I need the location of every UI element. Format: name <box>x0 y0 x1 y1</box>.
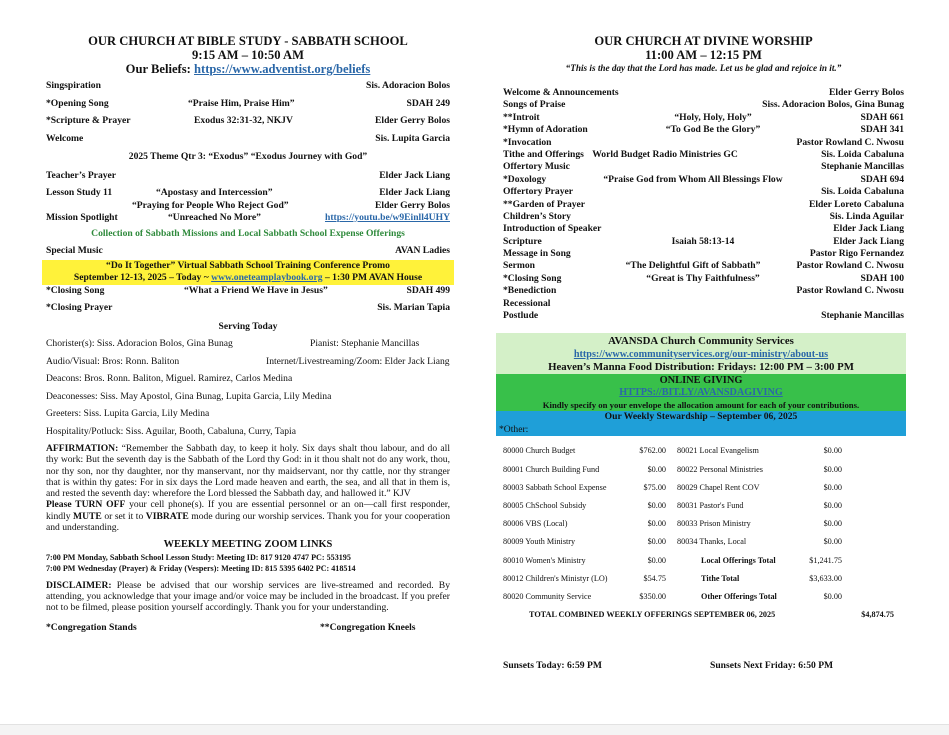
giving-note-row <box>496 399 906 411</box>
other-label: *Other: <box>499 424 529 436</box>
worship-row <box>503 186 904 198</box>
worship-person: SDAH 661 <box>860 111 904 123</box>
fund-name: Tithe Total <box>701 573 740 583</box>
fund-amount: $0.00 <box>647 500 666 510</box>
worship-person: Siss. Adoracion Bolos, Gina Bunag <box>762 99 904 111</box>
sabbath-school-title: OUR CHURCH AT BIBLE STUDY - SABBATH SCHOOL <box>88 34 408 48</box>
worship-person: Elder Jack Liang <box>833 223 904 235</box>
program-title: “Unreached No More” <box>168 212 261 223</box>
promo-title: “Do It Together” Virtual Sabbath School Training Conference Promo <box>106 259 390 271</box>
mission-video-link[interactable]: https://youtu.be/w9Einll4UHY <box>324 212 450 223</box>
fund-amount: $0.00 <box>823 500 842 510</box>
fund-amount: $54.75 <box>643 573 666 583</box>
serving-row <box>46 423 450 441</box>
fund-name: 80020 Community Service <box>503 591 592 601</box>
worship-title: Isaiah 58:13-14 <box>671 235 735 247</box>
page-bottom-edge <box>0 724 949 735</box>
fund-name: Local Offerings Total <box>701 555 776 565</box>
zoom-monday: 7:00 PM Monday, Sabbath School Lesson Study: Meeting ID: 817 9120 4747 PC: 553195 <box>46 552 351 562</box>
worship-person: Elder Loreto Cabaluna <box>808 198 904 210</box>
collection-text: Collection of Sabbath Missions and Local Sabbath School Expense Offerings <box>91 227 405 239</box>
fund-amount: $0.00 <box>647 464 666 474</box>
stewardship-title: Our Weekly Stewardship – September 06, 2025 <box>604 411 798 423</box>
community-title: AVANSDA Church Community Services <box>608 335 794 348</box>
serving-title-text: Serving Today <box>218 320 278 332</box>
phone-mute: MUTE <box>73 510 102 522</box>
program-person: AVAN Ladies <box>395 245 450 256</box>
program-row <box>46 200 450 213</box>
worship-person: Sis. Linda Aguilar <box>829 210 904 222</box>
worship-item: Offertory Music <box>503 161 570 173</box>
fund-name: 80022 Personal Ministries <box>677 464 763 474</box>
worship-person: Stephanie Mancillas <box>821 161 904 173</box>
worship-item: Tithe and Offerings <box>503 148 584 160</box>
worship-title: “Great is Thy Faithfulness” <box>646 272 760 284</box>
community-title-row <box>496 335 906 348</box>
worship-person: Sis. Loida Cabaluna <box>821 186 904 198</box>
program-row <box>46 133 450 146</box>
program-row <box>46 302 450 315</box>
worship-title: “Praise God from Whom All Blessings Flow <box>603 173 783 185</box>
worship-row <box>503 124 904 136</box>
worship-person: Pastor Rowland C. Nwosu <box>796 285 904 297</box>
fund-amount: $762.00 <box>639 446 666 456</box>
worship-item: Sermon <box>503 260 535 272</box>
program-person: Elder Jack Liang <box>379 169 450 181</box>
zoom-line <box>46 563 450 575</box>
worship-item: Welcome & Announcements <box>503 87 619 98</box>
fund-name: 80029 Chapel Rent COV <box>677 482 760 492</box>
program-item: Welcome <box>46 132 84 144</box>
fund-name: 80010 Women's Ministry <box>503 555 586 565</box>
fund-name: 80033 Prison Ministry <box>677 519 751 529</box>
worship-item: *Doxology <box>503 173 547 185</box>
zoom-wed-fri: 7:00 PM Wednesday (Prayer) & Friday (Vespers): Meeting ID: 815 5395 6402 PC: 418514 <box>46 564 356 574</box>
fund-name: Other Offerings Total <box>701 591 777 601</box>
collection-note <box>46 228 450 241</box>
program-row <box>46 285 450 298</box>
program-person: Elder Gerry Bolos <box>375 199 450 211</box>
fund-amount: $0.00 <box>823 464 842 474</box>
total-label: TOTAL COMBINED WEEKLY OFFERINGS SEPTEMBER 06, 2025 <box>529 610 776 620</box>
program-person: SDAH 249 <box>406 97 450 109</box>
stewardship-row <box>503 552 904 570</box>
serving-row <box>46 405 450 423</box>
promo-banner <box>42 260 454 285</box>
fund-amount: $0.00 <box>823 482 842 492</box>
phone-notice <box>46 499 450 533</box>
divine-worship-time: 11:00 AM – 12:15 PM <box>645 48 762 62</box>
fund-name: 80006 VBS (Local) <box>503 519 568 529</box>
fund-name: 80003 Sabbath School Expense <box>503 482 607 492</box>
worship-row <box>503 211 904 223</box>
stewardship-band <box>496 411 906 436</box>
fund-amount: $75.00 <box>643 482 666 492</box>
worship-person: Elder Gerry Bolos <box>829 87 904 98</box>
worship-row <box>503 260 904 272</box>
program-item: *Closing Prayer <box>46 302 113 313</box>
fund-amount: $1,241.75 <box>809 555 842 565</box>
zoom-line <box>46 552 450 564</box>
community-link[interactable]: https://www.communityservices.org/our-ministry/about-us <box>573 349 829 361</box>
program-title: “Apostasy and Intercession” <box>156 187 273 198</box>
online-giving-band <box>496 374 906 411</box>
program-row <box>46 80 450 93</box>
worship-item: *Invocation <box>503 136 552 148</box>
program-title: “Praise Him, Praise Him” <box>188 97 295 109</box>
worship-title: “Holy, Holy, Holy” <box>674 111 752 123</box>
fund-name: 80034 Thanks, Local <box>677 537 747 547</box>
program-row <box>46 187 450 200</box>
stewardship-row <box>503 533 904 551</box>
congregation-kneels: **Congregation Kneels <box>320 621 416 633</box>
program-item: Singspiration <box>46 80 101 91</box>
zoom-title <box>46 539 450 552</box>
giving-link[interactable]: HTTPS://BIT.LY/AVANSDAGIVING <box>619 387 783 399</box>
fund-name: 80009 Youth Ministry <box>503 537 576 547</box>
serving-list <box>46 335 450 440</box>
community-url-row <box>496 348 906 361</box>
worship-row <box>503 149 904 161</box>
giving-url-row <box>496 387 906 399</box>
program-row <box>46 245 450 258</box>
worship-row <box>503 137 904 149</box>
stewardship-table <box>503 442 904 606</box>
worship-title: “To God Be the Glory” <box>665 124 761 136</box>
worship-person: SDAH 100 <box>860 272 904 284</box>
worship-tagline: “This is the day that the Lord has made. Let us be glad and rejoice in it.” <box>565 63 842 73</box>
program-row <box>46 170 450 183</box>
program-row <box>46 115 450 128</box>
stewardship-row <box>503 515 904 533</box>
worship-row <box>503 298 904 310</box>
worship-item: **Introit <box>503 111 540 123</box>
fund-amount: $0.00 <box>823 446 842 456</box>
worship-row <box>503 273 904 285</box>
worship-item: *Benediction <box>503 285 557 297</box>
phone-text: or set it to <box>101 510 146 522</box>
program-item: *Scripture & Prayer <box>46 115 131 126</box>
fund-amount: $0.00 <box>823 537 842 547</box>
program-person: Sis. Adoracion Bolos <box>366 80 450 91</box>
giving-note: Kindly specify on your envelope the allocation amount for each of your contributions. <box>542 400 860 411</box>
zoom-title-text: WEEKLY MEETING ZOOM LINKS <box>163 539 333 551</box>
serving-row <box>46 388 450 406</box>
worship-row <box>503 248 904 260</box>
giving-title: ONLINE GIVING <box>659 375 743 387</box>
program-person: Elder Gerry Bolos <box>375 115 450 126</box>
fund-name: 80021 Local Evangelism <box>677 446 759 456</box>
serving-role: Greeters: Siss. Lupita Garcia, Lily Medina <box>46 408 210 419</box>
program-item: *Opening Song <box>46 97 109 109</box>
stewardship-row <box>503 570 904 588</box>
worship-item: Recessional <box>503 297 551 309</box>
program-item: Mission Spotlight <box>46 212 118 223</box>
serving-role: Deacons: Bros. Ronn. Baliton, Miguel. Ramirez, Carlos Medina <box>46 373 293 384</box>
other-row <box>496 423 906 436</box>
worship-item: Songs of Praise <box>503 99 566 111</box>
giving-title-row <box>496 375 906 387</box>
worship-person: SDAH 694 <box>860 173 904 185</box>
program-title: “Praying for People Who Reject God” <box>132 199 289 211</box>
stewardship-title-row <box>496 411 906 423</box>
promo-line-1 <box>46 260 450 273</box>
stewardship-row <box>503 442 904 460</box>
serving-role: Deaconesses: Siss. May Apostol, Gina Bunag, Lupita Garcia, Lily Medina <box>46 390 332 402</box>
community-services-box <box>496 333 906 436</box>
phone-vibrate: VIBRATE <box>145 510 189 522</box>
program-title: “What a Friend We Have in Jesus” <box>184 284 328 296</box>
serving-row <box>46 353 450 371</box>
food-distribution: Heaven’s Manna Food Distribution: Fridays: 12:00 PM – 3:00 PM <box>548 361 854 374</box>
program-row <box>46 98 450 111</box>
serving-row <box>46 370 450 388</box>
worship-item: **Garden of Prayer <box>503 198 586 210</box>
worship-item: *Hymn of Adoration <box>503 124 588 136</box>
quarter-theme-text: 2025 Theme Qtr 3: “Exodus” “Exodus Journey with God” <box>128 151 368 162</box>
sunsets-row <box>503 660 904 673</box>
program-item: *Closing Song <box>46 284 105 296</box>
serving-role: Audio/Visual: Bros: Ronn. Baliton <box>46 355 180 367</box>
stewardship-row <box>503 461 904 479</box>
program-person: Sis. Lupita Garcia <box>375 132 450 144</box>
serving-role: Hospitality/Potluck: Siss. Aguilar, Booth, Cabaluna, Curry, Tapia <box>46 425 296 437</box>
worship-row <box>503 174 904 186</box>
program-item: Special Music <box>46 245 103 256</box>
worship-row <box>503 223 904 235</box>
program-person: Elder Jack Liang <box>379 187 450 198</box>
phone-text: mode during our worship services. Thank you for your cooperation and understanding. <box>46 510 450 534</box>
worship-title: World Budget Radio Ministries GC <box>592 148 738 160</box>
food-row <box>496 361 906 374</box>
program-title: Exodus 32:31-32, NKJV <box>194 115 293 126</box>
sunset-next: Sunsets Next Friday: 6:50 PM <box>710 660 834 672</box>
promo-details <box>46 272 450 285</box>
worship-item: Introduction of Speaker <box>503 223 602 235</box>
community-band <box>496 333 906 374</box>
total-row <box>503 606 904 624</box>
serving-row <box>46 335 450 353</box>
program-person: Sis. Marian Tapia <box>377 302 450 313</box>
quarter-theme <box>46 151 450 164</box>
worship-person: SDAH 341 <box>860 124 904 136</box>
fund-name: 80031 Pastor's Fund <box>677 500 744 510</box>
serving-today-title <box>46 321 450 334</box>
total-value: $4,874.75 <box>861 610 894 620</box>
promo-time: – 1:30 PM AVAN House <box>324 272 423 283</box>
fund-amount: $3,633.00 <box>809 573 842 583</box>
worship-item: Children’s Story <box>503 210 571 222</box>
worship-row <box>503 161 904 173</box>
stewardship-row <box>503 588 904 606</box>
promo-date: September 12-13, 2025 – Today ~ <box>73 272 209 283</box>
affirmation-label: AFFIRMATION: <box>46 443 119 454</box>
phone-turn-off: Please TURN OFF <box>46 499 126 511</box>
program-item: Teacher’s Prayer <box>46 169 117 181</box>
fund-amount: $0.00 <box>647 555 666 565</box>
congregation-stands: *Congregation Stands <box>46 621 137 633</box>
worship-row <box>503 236 904 248</box>
fund-amount: $0.00 <box>647 537 666 547</box>
posture-legend <box>46 622 450 635</box>
program-item: Lesson Study 11 <box>46 187 113 198</box>
stewardship-row <box>503 497 904 515</box>
worship-title: “The Delightful Gift of Sabbath” <box>625 260 761 272</box>
worship-item: Postlude <box>503 310 539 322</box>
worship-row <box>503 99 904 111</box>
beliefs-line <box>46 62 450 77</box>
disclaimer-text: Please be advised that our worship services are live-streamed and recorded. By attending, you acknowledge that your image and/or voice may be included in the broadcast. If you prefer not to be filmed, please position yourself accordingly. Thank you for your understanding. <box>46 579 450 614</box>
worship-person: Sis. Loida Cabaluna <box>821 148 904 160</box>
affirmation-text: “Remember the Sabbath day, to keep it holy. Six days shalt thou labour, and do all thy work: But the seventh day is the Sabbath of the Lord thy God: in it thou shalt not do any work, thou, nor thy son, nor thy daughter, nor thy manservant, nor thy maidservant, nor thy cattle, nor thy stranger that is within thy gates: For in six days the Lord made heaven and earth, the sea, and all that in them is, and rested the seventh day: wherefore the Lord blessed the Sabbath day, and hallowed it.” KJV <box>46 443 450 500</box>
sabbath-school-time: 9:15 AM – 10:50 AM <box>192 48 304 62</box>
fund-name: 80012 Children's Ministyr (LO) <box>503 573 608 583</box>
worship-row <box>503 199 904 211</box>
worship-row <box>503 285 904 297</box>
fund-amount: $0.00 <box>823 591 842 601</box>
disclaimer-paragraph <box>46 580 450 614</box>
fund-name: 80001 Church Building Fund <box>503 464 600 474</box>
promo-line-2 <box>46 272 450 285</box>
worship-person: Elder Jack Liang <box>833 235 904 247</box>
worship-item: Scripture <box>503 235 542 247</box>
worship-person: Pastor Rowland C. Nwosu <box>796 260 904 272</box>
serving-role: Chorister(s): Siss. Adoracion Bolos, Gina Bunag <box>46 338 233 349</box>
fund-name: 80005 ChSchool Subsidy <box>503 500 587 510</box>
fund-amount: $0.00 <box>647 519 666 529</box>
worship-row <box>503 310 904 322</box>
beliefs-link[interactable]: https://www.adventist.org/beliefs <box>194 62 371 76</box>
affirmation-paragraph <box>46 443 450 499</box>
divine-worship-title: OUR CHURCH AT DIVINE WORSHIP <box>594 34 813 48</box>
worship-person: Pastor Rigo Fernandez <box>809 248 904 260</box>
worship-program <box>503 87 904 322</box>
worship-person: Pastor Rowland C. Nwosu <box>796 136 904 148</box>
beliefs-label: Our Beliefs: <box>125 62 191 76</box>
phone-text: your cell phone(s). If you are essential personnel or an on—call first responder, kindly <box>46 499 450 522</box>
program-person: SDAH 499 <box>406 284 450 296</box>
serving-role-secondary: Internet/Livestreaming/Zoom: Elder Jack Liang <box>266 355 450 367</box>
program-row <box>46 212 450 225</box>
worship-item: Offertory Prayer <box>503 186 574 198</box>
serving-role-secondary: Pianist: Stephanie Mancillas <box>310 338 420 349</box>
stewardship-row <box>503 479 904 497</box>
worship-item: Message in Song <box>503 248 571 260</box>
sunset-today: Sunsets Today: 6:59 PM <box>503 660 602 672</box>
worship-person: Stephanie Mancillas <box>821 310 904 322</box>
sabbath-school-column <box>46 34 450 634</box>
worship-item: *Closing Song <box>503 272 562 284</box>
fund-amount: $350.00 <box>639 591 666 601</box>
fund-amount: $0.00 <box>823 519 842 529</box>
divine-worship-column <box>499 34 904 673</box>
disclaimer-label: DISCLAIMER: <box>46 579 112 591</box>
fund-name: 80000 Church Budget <box>503 446 576 456</box>
worship-row <box>503 87 904 99</box>
worship-row <box>503 112 904 124</box>
promo-link[interactable]: www.oneteamplaybook.org <box>211 272 323 283</box>
